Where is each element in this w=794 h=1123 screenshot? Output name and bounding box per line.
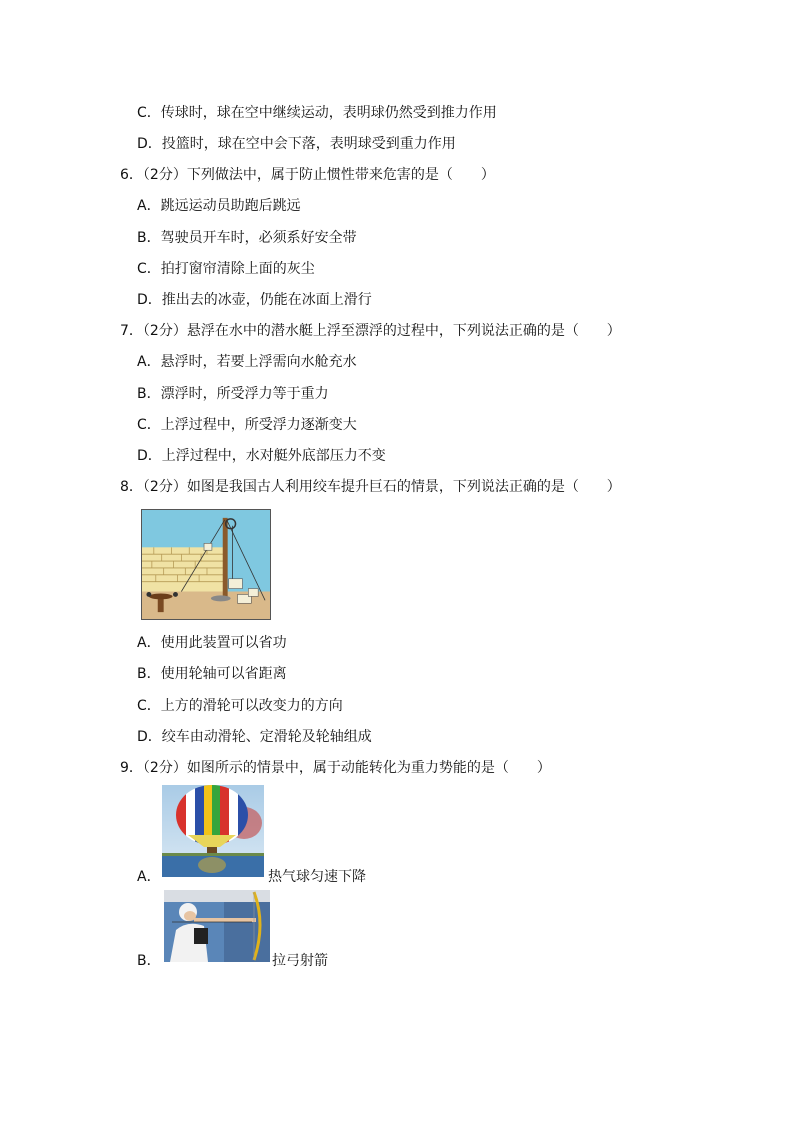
q8-option-c[interactable]: C．上方的滑轮可以改变力的方向 xyxy=(137,698,343,714)
q5-option-d[interactable]: D．投篮时，球在空中会下落，表明球受到重力作用 xyxy=(137,136,456,152)
archery-photo xyxy=(164,890,270,962)
q5-option-c[interactable]: C．传球时，球在空中继续运动，表明球仍然受到推力作用 xyxy=(137,105,497,121)
q6-stem: 6．（2分）下列做法中，属于防止惯性带来危害的是（ ） xyxy=(120,167,495,183)
winch-lifting-stone-illustration xyxy=(141,509,271,620)
q7-option-a[interactable]: A．悬浮时，若要上浮需向水舱充水 xyxy=(137,354,357,370)
q7-option-b[interactable]: B．漂浮时，所受浮力等于重力 xyxy=(137,386,329,402)
q6-option-c[interactable]: C．拍打窗帘清除上面的灰尘 xyxy=(137,261,315,277)
q8-option-a[interactable]: A．使用此装置可以省功 xyxy=(137,635,287,651)
q7-option-d[interactable]: D．上浮过程中，水对艇外底部压力不变 xyxy=(137,448,386,464)
q6-option-d[interactable]: D．推出去的冰壶，仍能在冰面上滑行 xyxy=(137,292,372,308)
hot-air-balloon-photo xyxy=(162,785,264,877)
q8-option-d[interactable]: D．绞车由动滑轮、定滑轮及轮轴组成 xyxy=(137,729,372,745)
q9-option-b-text: 拉弓射箭 xyxy=(272,953,328,969)
q9-option-b-letter: B． xyxy=(137,953,161,969)
q6-option-a[interactable]: A．跳远运动员助跑后跳远 xyxy=(137,198,301,214)
q7-stem: 7．（2分）悬浮在水中的潜水艇上浮至漂浮的过程中，下列说法正确的是（ ） xyxy=(120,323,621,339)
q9-option-a-text: 热气球匀速下降 xyxy=(268,869,366,885)
q9-stem: 9．（2分）如图所示的情景中，属于动能转化为重力势能的是（ ） xyxy=(120,760,551,776)
q9-option-a-letter: A． xyxy=(137,869,161,885)
q7-option-c[interactable]: C．上浮过程中，所受浮力逐渐变大 xyxy=(137,417,357,433)
q8-option-b[interactable]: B．使用轮轴可以省距离 xyxy=(137,666,287,682)
q8-stem: 8．（2分）如图是我国古人利用绞车提升巨石的情景，下列说法正确的是（ ） xyxy=(120,479,621,495)
q6-option-b[interactable]: B．驾驶员开车时，必须系好安全带 xyxy=(137,230,357,246)
